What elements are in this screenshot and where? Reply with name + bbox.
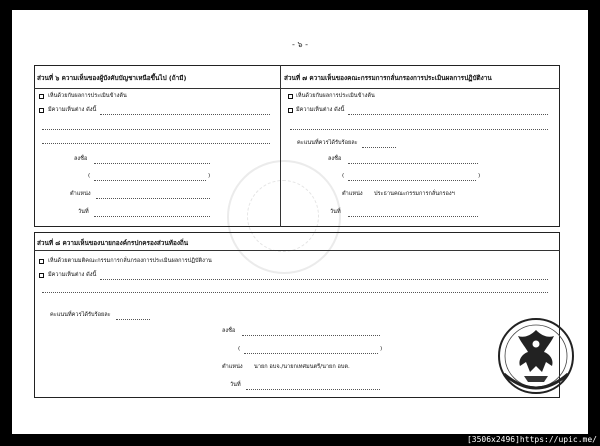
section-7-score-label: คะแนนที่ควรได้รับร้อยละ: [297, 140, 358, 146]
section-6-other-line-2[interactable]: [42, 129, 270, 130]
header-rule: [34, 88, 560, 89]
section-8-date-line[interactable]: [246, 389, 380, 390]
section-7-sign-label: ลงชื่อ: [328, 156, 342, 162]
section-6-position-line[interactable]: [96, 198, 210, 199]
section-7-name-line[interactable]: [348, 180, 476, 181]
section-8-other-checkbox[interactable]: [39, 273, 44, 278]
section-7-other-label: มีความเห็นต่าง ดังนี้: [296, 107, 345, 113]
section-7-sign-line[interactable]: [348, 163, 478, 164]
section-8-sign-label: ลงชื่อ: [222, 328, 236, 334]
section-6-paren-close: ): [208, 173, 211, 179]
section-6-sign-label: ลงชื่อ: [74, 156, 88, 162]
section-6-position-label: ตำแหน่ง: [70, 191, 91, 197]
section-8-paren-open: (: [238, 346, 241, 352]
section-8-other-line-2[interactable]: [42, 292, 548, 293]
section-6-other-line-1[interactable]: [100, 114, 270, 115]
section-6-header: ส่วนที่ ๖ ความเห็นของผู้บังคับบัญชาเหนือขึ้นไป (ถ้ามี): [37, 74, 187, 82]
section-6-date-line[interactable]: [94, 216, 210, 217]
section-8-paren-close: ): [380, 346, 383, 352]
section-7-paren-open: (: [342, 173, 345, 179]
section-8-score-label: คะแนนที่ควรได้รับร้อยละ: [50, 312, 111, 318]
section-7-other-line-2[interactable]: [290, 129, 548, 130]
section-7-date-line[interactable]: [348, 216, 478, 217]
page-number: - ๖ -: [292, 40, 308, 49]
section-7-other-line-1[interactable]: [348, 114, 548, 115]
section-7-position-label: ตำแหน่ง: [342, 191, 363, 197]
section-6-agree-label: เห็นด้วยกับผลการประเมินข้างต้น: [48, 93, 127, 99]
column-divider: [280, 65, 281, 227]
section-7-paren-close: ): [478, 173, 481, 179]
section-8-table: [34, 232, 560, 398]
section-7-other-checkbox[interactable]: [288, 108, 293, 113]
section-8-header: ส่วนที่ ๘ ความเห็นของนายกองค์กรปกครองส่วนท้องถิ่น: [37, 239, 189, 247]
document-page: [12, 10, 588, 434]
section-6-sign-line[interactable]: [94, 163, 210, 164]
section-6-paren-open: (: [88, 173, 91, 179]
section-7-agree-label: เห็นด้วยกับผลการประเมินข้างต้น: [296, 93, 375, 99]
section-7-header: ส่วนที่ ๗ ความเห็นของคณะกรรมการกลั่นกรองการประเมินผลการปฏิบัติงาน: [284, 74, 492, 82]
section-7-date-label: วันที่: [330, 209, 341, 215]
section-8-sign-line[interactable]: [242, 335, 380, 336]
official-seal-icon: [490, 316, 582, 396]
section-8-header-rule: [34, 250, 560, 251]
section-7-score-line[interactable]: [362, 147, 396, 148]
section-8-other-line-1[interactable]: [100, 279, 548, 280]
image-source-caption: [3506x2496]https://upic.me/: [427, 434, 600, 446]
section-8-score-line[interactable]: [116, 319, 150, 320]
section-8-agree-checkbox[interactable]: [39, 259, 44, 264]
section-8-date-label: วันที่: [230, 382, 241, 388]
section-7-agree-checkbox[interactable]: [288, 94, 293, 99]
section-8-name-line[interactable]: [244, 353, 378, 354]
section-6-name-line[interactable]: [94, 180, 206, 181]
section-6-other-line-3[interactable]: [42, 143, 270, 144]
section-8-position-label: ตำแหน่ง: [222, 364, 243, 370]
section-6-other-checkbox[interactable]: [39, 108, 44, 113]
section-6-agree-checkbox[interactable]: [39, 94, 44, 99]
section-7-position-value: ประธานคณะกรรมการกลั่นกรองฯ: [374, 191, 455, 197]
section-8-other-label: มีความเห็นต่าง ดังนี้: [48, 272, 97, 278]
section-8-agree-label: เห็นด้วยตามมติคณะกรรมการกลั่นกรองการประเมินผลการปฏิบัติงาน: [48, 258, 212, 264]
section-8-position-value: นายก อบจ./นายกเทศมนตรี/นายก อบต.: [254, 364, 350, 370]
section-6-other-label: มีความเห็นต่าง ดังนี้: [48, 107, 97, 113]
section-6-date-label: วันที่: [78, 209, 89, 215]
